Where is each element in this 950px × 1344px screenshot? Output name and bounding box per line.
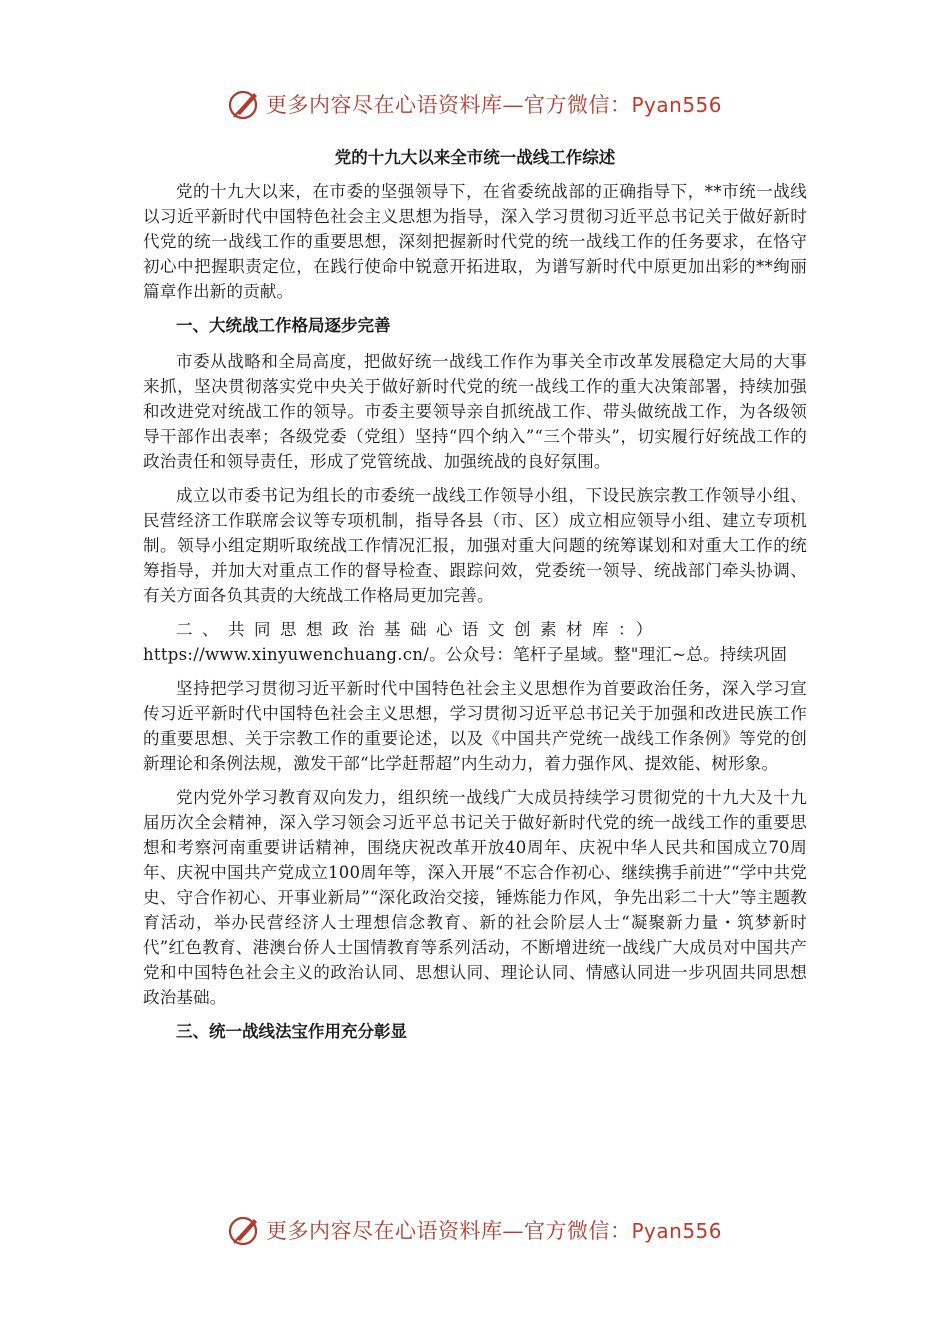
footer-banner: [0, 1210, 950, 1250]
quill-logo-icon: [228, 1213, 262, 1247]
banner-text: 更多内容尽在心语资料库—官方微信：Pyan556: [265, 93, 722, 117]
section-1-heading: 一、大统战工作格局逐步完善: [176, 316, 391, 335]
section-1-paragraph-2: 成立以市委书记为组长的市委统一战线工作领导小组，下设民族宗教工作领导小组、民营经济工作联席会议等专项机制，指导各县（市、区）成立相应领导小组、建立专项机制。领导小组定期听取统战工作情况汇报，加强对重大问题的统筹谋划和对重大工作的统筹指导，并加大对重点工作的督导检查、跟踪问效，党委统一领导、统战部门牵头协调、有关方面各负其责的大统战工作格局更加完善。: [143, 486, 807, 605]
intro-paragraph: 党的十九大以来，在市委的坚强领导下，在省委统战部的正确指导下，**市统一战线以习近平新时代中国特色社会主义思想为指导，深入学习贯彻习近平总书记关于做好新时代党的统一战线工作的重要思想，深刻把握新时代党的统一战线工作的任务要求，在恪守初心中把握职责定位，在践行使命中锐意开拓进取，为谱写新时代中原更加出彩的**绚丽篇章作出新的贡献。: [143, 182, 807, 301]
quill-logo-icon: [228, 87, 262, 121]
section-2-heading: [143, 617, 807, 667]
banner-wechat-id: Pyan556: [631, 93, 722, 117]
section-3-heading: 三、统一战线法宝作用充分彰显: [176, 1022, 407, 1041]
banner-wechat-id: Pyan556: [631, 1219, 722, 1243]
document-title: 党的十九大以来全市统一战线工作综述: [334, 148, 616, 167]
section-2-heading-prefix: 二、共同思想政治基础心语文创素材库：）: [176, 620, 662, 639]
section-1-paragraph-1: 市委从战略和全局高度，把做好统一战线工作作为事关全市改革发展稳定大局的大事来抓，坚决贯彻落实党中央关于做好新时代党的统一战线工作的重大决策部署，持续加强和改进党对统战工作的领导。市委主要领导亲自抓统战工作、带头做统战工作，为各级领导干部作出表率；各级党委（党组）坚持“四个纳入”“三个带头”，切实履行好统战工作的政治责任和领导责任，形成了党管统战、加强统战的良好氛围。: [143, 352, 807, 471]
document-body: [143, 143, 807, 1055]
header-banner: [0, 84, 950, 124]
section-2-paragraph-1: 坚持把学习贯彻习近平新时代中国特色社会主义思想作为首要政治任务，深入学习宣传习近平新时代中国特色社会主义思想，学习贯彻习近平总书记关于加强和改进民族工作的重要思想、关于宗教工作的重要论述，以及《中国共产党统一战线工作条例》等党的创新理论和条例法规，激发干部“比学赶帮超”内生动力，着力强作风、提效能、树形象。: [143, 679, 807, 773]
banner-text: 更多内容尽在心语资料库—官方微信：Pyan556: [265, 1219, 722, 1243]
section-2-paragraph-2: 党内党外学习教育双向发力，组织统一战线广大成员持续学习贯彻党的十九大及十九届历次全会精神，深入学习领会习近平总书记关于做好新时代党的统一战线工作的重要思想和考察河南重要讲话精神，围绕庆祝改革开放40周年、庆祝中华人民共和国成立70周年、庆祝中国共产党成立100周年等，深入开展“不忘合作初心、继续携手前进”“学中共党史、守合作初心、开事业新局”“深化政治交接，锤炼能力作风，争先出彩二十大”等主题教育活动，举办民营经济人士理想信念教育、新的社会阶层人士“凝聚新力量・筑梦新时代”红色教育、港澳台侨人士国情教育等系列活动，不断增进统一战线广大成员对中国共产党和中国特色社会主义的政治认同、思想认同、理论认同、情感认同进一步巩固共同思想政治基础。: [143, 788, 807, 1007]
section-2-heading-url: https://www.xinyuwenchuang.cn/。公众号：笔杆子星域。整"理汇~总。持续巩固: [143, 645, 788, 664]
